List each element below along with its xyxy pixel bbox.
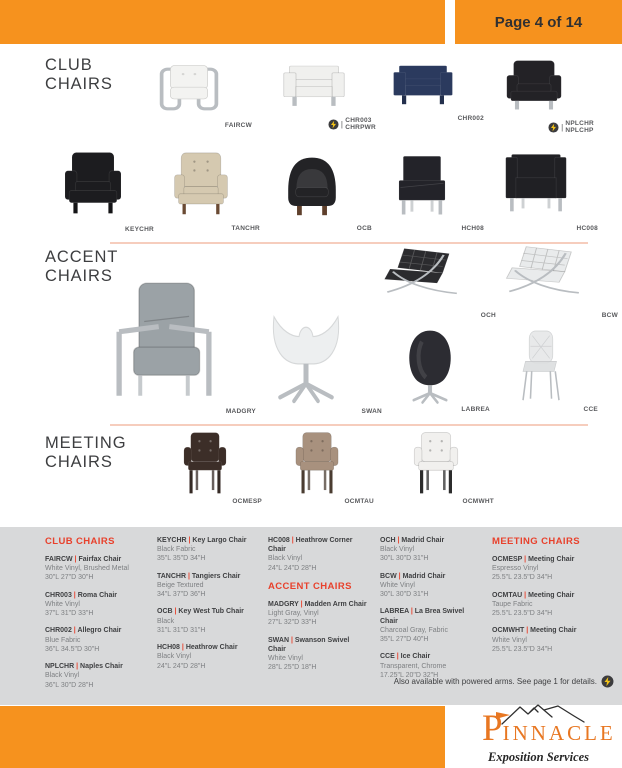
product-cce [510, 328, 598, 422]
footer-column-4 [380, 536, 481, 688]
product-code-ocb: OCB [356, 225, 372, 232]
product-code-chr002: CHR002 [457, 115, 484, 122]
power-icon [548, 122, 559, 133]
product-spec-faircw: FAIRCW | Fairfax Chair White Vinyl, Brushed Metal 30"L 27"D 30"H [45, 556, 129, 582]
product-spec-chr003: CHR003 | Roma Chair White Vinyl 37"L 31"D 33"H [45, 591, 118, 618]
product-code-och: OCH [480, 312, 496, 319]
product-spec-ocmesp: OCMESP | Meeting Chair Espresso Vinyl 25.5"L 23.5"D 34"H [492, 556, 575, 582]
powered-arms-note [394, 675, 614, 688]
chair-image-faircw [152, 58, 226, 125]
product-spec-hc008: HC008 | Heathrow Corner Chair Black Vinyl 24"L 24"D 28"H [268, 537, 353, 572]
footer-heading: CLUB CHAIRS [45, 536, 115, 547]
chair-image-ocb [278, 152, 346, 228]
section-divider [110, 424, 588, 426]
power-icon [601, 675, 614, 688]
logo-tagline: Exposition Services [488, 750, 590, 764]
product-faircw [152, 58, 252, 138]
chair-image-cce [510, 328, 572, 409]
product-code-swan: SWAN [361, 408, 382, 415]
product-bcw [498, 244, 618, 328]
product-code-bcw: BCW [601, 312, 618, 319]
product-code-faircw: FAIRCW [224, 122, 252, 129]
chair-image-hch08 [386, 152, 458, 228]
chair-image-tanchr [168, 150, 234, 228]
product-code-madgry: MADGRY [225, 408, 256, 415]
product-ocmtau [286, 430, 374, 514]
product-madgry [98, 278, 256, 424]
product-code-hch08: HCH08 [461, 225, 484, 232]
product-ocmwht [404, 430, 494, 514]
section-title-accent-chairs: ACCENT CHAIRS [45, 248, 119, 286]
footer-column-1 [45, 536, 146, 698]
product-code-chr003: | CHR003 CHRPWR [278, 117, 376, 131]
chair-image-hc008 [500, 150, 572, 228]
bottom-orange-bar [0, 706, 445, 768]
product-spec-swan: SWAN | Swanson Swivel Chair White Vinyl 28"L 25"D 18"H [268, 636, 350, 672]
product-code-ocmtau: OCMTAU [344, 498, 374, 505]
product-code-keychr: KEYCHR [125, 226, 154, 233]
product-code-nplchr: | NPLCHR NPLCHP [500, 120, 594, 134]
product-spec-ocmtau: OCMTAU | Meeting Chair Taupe Fabric 25.5"L 23.5"D 34"H [492, 591, 575, 618]
footer-column-3 [268, 536, 369, 681]
product-ocmesp [174, 430, 262, 514]
page-number-badge [455, 0, 622, 44]
product-chr002 [388, 58, 484, 131]
product-spec-labrea: LABREA | La Brea Swivel Chair Charcoal Gray, Fabric 35"L 27"D 40"H [380, 608, 465, 644]
product-spec-hch08: HCH08 | Heathrow Chair Black Vinyl 24"L 24"D 28"H [157, 644, 238, 670]
chair-image-ocmtau [286, 430, 348, 501]
product-spec-och: OCH | Madrid Chair Black Vinyl 30"L 30"D 31"H [380, 537, 445, 563]
product-hc008 [500, 150, 598, 241]
chair-image-ocmesp [174, 430, 236, 501]
chair-image-chr003 [278, 58, 350, 120]
product-nplchr [500, 57, 594, 136]
product-swan [256, 282, 382, 424]
chair-image-och [376, 246, 470, 315]
product-code-hc008: HC008 [576, 225, 598, 232]
footer-column-5 [492, 536, 610, 662]
product-code-labrea: LABREA [461, 406, 490, 413]
product-keychr [58, 148, 154, 242]
chair-image-keychr [58, 148, 128, 229]
product-spec-cce: CCE | Ice Chair Transparent, Chrome 17.25"L 20"D 32"H [380, 653, 447, 679]
product-tanchr [168, 150, 260, 241]
chair-image-ocmwht [404, 430, 468, 501]
product-code-ocmwht: OCMWHT [462, 498, 494, 505]
product-och [376, 246, 496, 328]
product-spec-keychr: KEYCHR | Key Largo Chair Black Fabric 35"L 35"D 34"H [157, 537, 247, 563]
footer-panel [0, 527, 622, 705]
header-bar [0, 0, 445, 44]
product-chr003 [278, 58, 376, 133]
product-spec-tanchr: TANCHR | Tangiers Chair Beige Textured 34"L 37"D 36"H [157, 572, 241, 599]
logo-wordmark: PINNACLE [482, 708, 616, 749]
product-ocb [278, 152, 372, 241]
product-spec-madgry: MADGRY | Madden Arm Chair Light Gray, Vinyl 27"L 32"D 33"H [268, 600, 367, 627]
product-hch08 [386, 152, 484, 241]
product-spec-chr002: CHR002 | Allegro Chair Blue Fabric 36"L 34.5"D 30"H [45, 627, 122, 653]
product-spec-bcw: BCW | Madrid Chair White Vinyl 30"L 30"D 31"H [380, 572, 446, 599]
footer-heading: MEETING CHAIRS [492, 536, 580, 547]
product-spec-nplchr: NPLCHR | Naples Chair Black Vinyl 36"L 30"D 28"H [45, 663, 123, 689]
power-icon [328, 119, 339, 130]
section-title-club-chairs: CLUB CHAIRS [45, 56, 113, 94]
footer-heading: ACCENT CHAIRS [268, 580, 352, 592]
footer-column-2 [157, 536, 258, 679]
section-title-meeting-chairs: MEETING CHAIRS [45, 434, 127, 472]
chair-image-bcw [498, 244, 592, 315]
chair-image-nplchr [500, 57, 568, 123]
product-spec-ocb: OCB | Key West Tub Chair Black 31"L 31"D 31"H [157, 608, 244, 634]
chair-image-swan [256, 282, 356, 411]
chair-image-madgry [98, 278, 230, 411]
product-code-ocmesp: OCMESP [232, 498, 262, 505]
powered-arms-note-text: Also available with powered arms. See page 1 for details. [393, 677, 597, 686]
page-number-text: Page 4 of 14 [494, 13, 583, 31]
product-code-tanchr: TANCHR [231, 225, 260, 232]
pinnacle-logo [470, 700, 622, 768]
product-code-cce: CCE [583, 406, 598, 413]
chair-image-labrea [396, 326, 464, 409]
chair-image-chr002 [388, 58, 458, 118]
product-spec-ocmwht: OCMWHT | Meeting Chair White Vinyl 25.5"L 23.5"D 34"H [492, 627, 577, 653]
product-labrea [396, 326, 490, 422]
